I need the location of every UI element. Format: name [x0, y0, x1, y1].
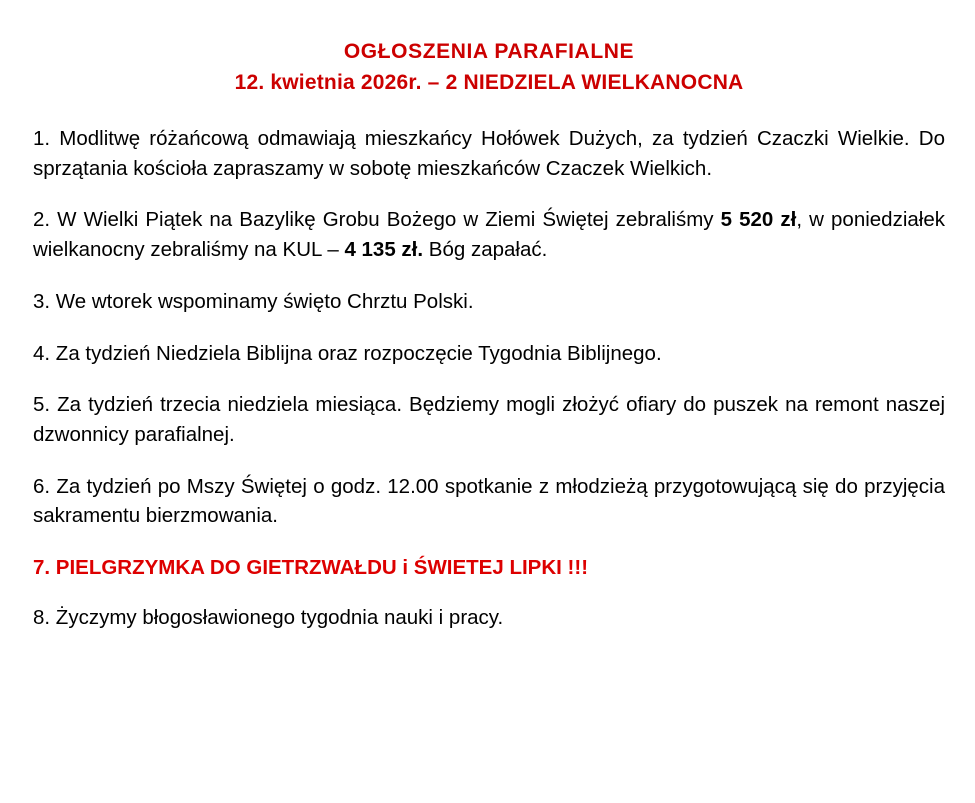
- title-line-2: 12. kwietnia 2026r. – 2 NIEDZIELA WIELKANOCNA: [234, 70, 744, 94]
- announcement-4-segment-1: 4. Za tydzień Niedziela Biblijna oraz rozpoczęcie Tygodnia Biblijnego.: [33, 341, 662, 365]
- announcements-list: [33, 124, 945, 633]
- announcement-4: [33, 339, 945, 369]
- announcement-3: [33, 287, 945, 317]
- announcement-8: [33, 603, 945, 633]
- announcement-3-segment-1: 3. We wtorek wspominamy święto Chrztu Polski.: [33, 289, 474, 313]
- announcement-2-segment-4: 4 135 zł.: [344, 238, 424, 262]
- title-line-1: OGŁOSZENIA PARAFIALNE: [343, 40, 635, 63]
- announcement-5-segment-1: 5. Za tydzień trzecia niedziela miesiąca. Będziemy mogli złożyć ofiary do puszek na remont naszej dzwonnicy parafialnej.: [33, 393, 945, 446]
- announcement-2-segment-2: 5 520 zł: [720, 208, 797, 232]
- page-bottom-whitespace: [33, 655, 945, 775]
- announcement-6-segment-1: 6. Za tydzień po Mszy Świętej o godz. 12.00 spotkanie z młodzieżą przygotowującą się do przyjęcia sakramentu bierzmowania.: [33, 474, 945, 528]
- announcement-2-segment-1: 2. W Wielki Piątek na Bazylikę Grobu Bożego w Ziemi Świętej zebraliśmy: [33, 208, 721, 232]
- document-title: [33, 38, 945, 98]
- announcement-7-segment-1: 7. PIELGRZYMKA DO GIETRZWAŁDU i ŚWIETEJ LIPKI !!!: [33, 556, 589, 580]
- announcement-7: [33, 553, 945, 583]
- announcement-6: [33, 472, 945, 531]
- announcement-1: [33, 124, 945, 183]
- announcement-2-segment-3: , w poniedziałek wielkanocny zebraliśmy na KUL –: [33, 208, 945, 262]
- announcement-2-segment-5: Bóg zapałać.: [423, 238, 548, 262]
- announcement-1-segment-1: 1. Modlitwę różańcową odmawiają mieszkańcy Hołówek Dużych, za tydzień Czaczki Wielkie. Do sprzątania kościoła zapraszamy w sobotę mieszkańców Czaczek Wielkich.: [33, 126, 945, 180]
- announcement-2: [33, 205, 945, 264]
- announcement-8-segment-1: 8. Życzymy błogosławionego tygodnia nauki i pracy.: [33, 605, 504, 629]
- announcement-5: [33, 390, 945, 449]
